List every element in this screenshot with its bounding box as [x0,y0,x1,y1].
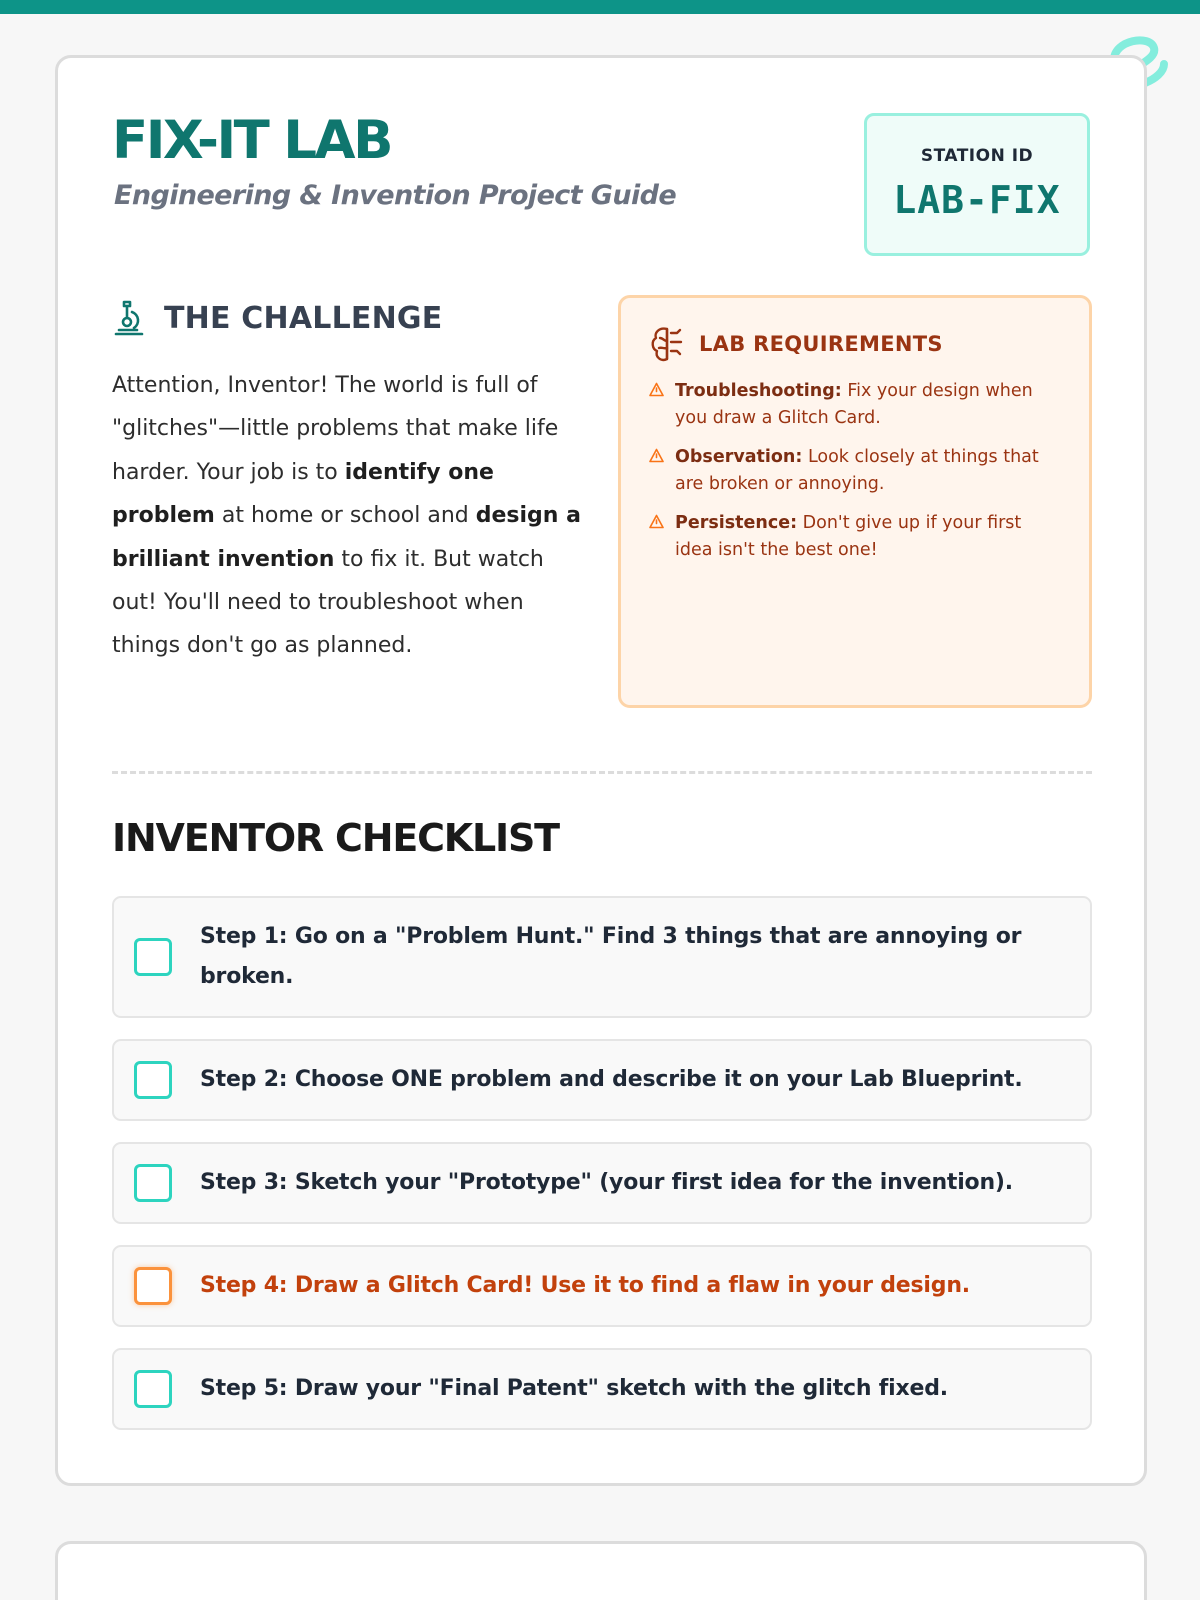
warning-icon [649,382,664,397]
challenge-heading [112,298,442,338]
next-page-card [55,1541,1147,1600]
step-text: Step 3: Sketch your "Prototype" (your first idea for the invention). [200,1170,1013,1195]
step-checkbox[interactable] [134,1267,172,1305]
step-checkbox[interactable] [134,1370,172,1408]
requirement-text: Fix your design when you draw a Glitch Card. [675,381,1033,428]
page-title: FIX-IT LAB [112,110,391,171]
requirement-label: Troubleshooting: [675,381,842,401]
requirement-label: Observation: [675,447,803,467]
brain-icon [649,324,687,364]
section-divider [112,771,1092,774]
checklist-step-5[interactable] [112,1348,1092,1430]
requirement-text: Don't give up if your first idea isn't the best one! [675,513,1022,560]
requirement-item [649,510,1049,563]
warning-icon [649,514,664,529]
challenge-text-1: Attention, Inventor! The world is full of "glitches"—little problems that make life harder. Your job is to [112,373,559,485]
step-checkbox[interactable] [134,1061,172,1099]
station-id-box [864,113,1090,256]
step-checkbox[interactable] [134,1164,172,1202]
requirement-label: Persistence: [675,513,798,533]
warning-icon [649,448,664,463]
requirements-list [649,378,1049,576]
challenge-description [112,364,582,668]
top-accent-bar [0,0,1200,14]
checklist-step-2[interactable] [112,1039,1092,1121]
challenge-text-3: to fix it. But watch out! You'll need to troubleshoot when things don't go as planned. [112,546,544,659]
checklist-step-4[interactable] [112,1245,1092,1327]
requirement-text: Look closely at things that are broken or annoying. [675,447,1039,494]
lab-requirements-panel [618,295,1092,708]
step-checkbox[interactable] [134,938,172,976]
challenge-emphasis-2: design a brilliant invention [112,503,581,572]
page-subtitle: Engineering & Invention Project Guide [114,180,677,211]
step-text: Step 1: Go on a "Problem Hunt." Find 3 things that are annoying or broken. [200,924,1022,989]
checklist-title: INVENTOR CHECKLIST [112,816,559,860]
step-text: Step 2: Choose ONE problem and describe it on your Lab Blueprint. [200,1067,1023,1092]
requirement-item [649,378,1049,431]
station-label: STATION ID [920,146,1034,166]
challenge-text-2: at home or school and [214,503,476,529]
requirement-item [649,444,1049,497]
requirements-heading-text: LAB REQUIREMENTS [699,332,943,356]
worksheet-card [55,55,1147,1486]
microscope-icon [112,298,150,338]
challenge-heading-text: THE CHALLENGE [164,300,443,336]
step-text: Step 5: Draw your "Final Patent" sketch with the glitch fixed. [200,1376,948,1401]
checklist-step-3[interactable] [112,1142,1092,1224]
challenge-emphasis-1: identify one problem [112,459,494,529]
checklist-step-1[interactable] [112,896,1092,1018]
station-id-value: LAB-FIX [893,178,1061,222]
step-text: Step 4: Draw a Glitch Card! Use it to find a flaw in your design. [200,1273,970,1298]
requirements-heading [649,324,943,364]
